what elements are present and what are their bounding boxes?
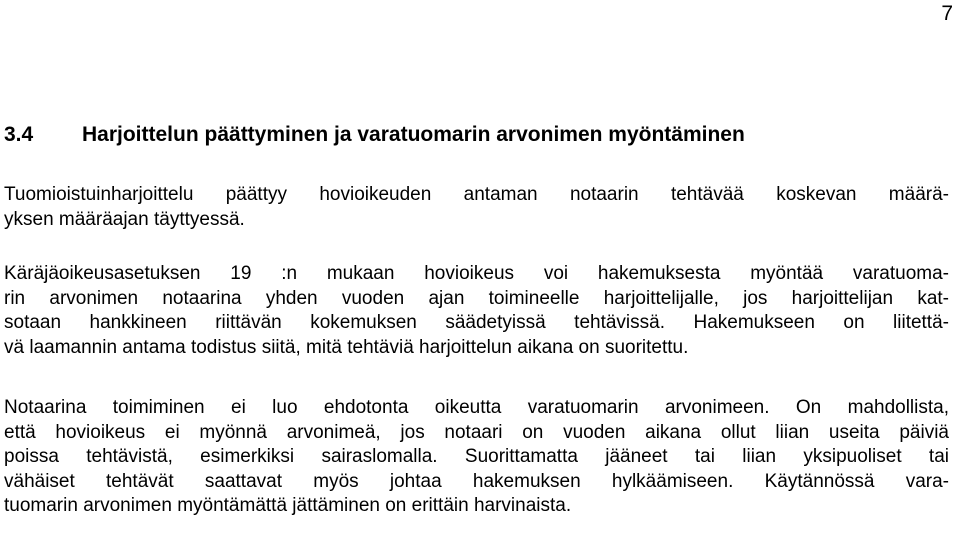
paragraph-line: poissa tehtävistä, esimerkiksi sairaslomalla. Suorittamatta jääneet tai liian yksipuoliset tai	[4, 446, 949, 468]
paragraph-2	[4, 262, 949, 360]
paragraph-line: tuomarin arvonimen myöntämättä jättäminen on erittäin harvinaista.	[4, 495, 572, 517]
paragraph-3	[4, 396, 949, 519]
paragraph-line: Tuomioistuinharjoittelu päättyy hovioikeuden antaman notaarin tehtävää koskevan määrä-	[4, 184, 949, 205]
paragraph-1	[4, 183, 949, 232]
paragraph-line: rin arvonimen notaarina yhden vuoden ajan toimineelle harjoittelijalle, jos harjoittelijan kat-	[4, 287, 949, 309]
paragraph-line: että hovioikeus ei myönnä arvonimeä, jos notaari on vuoden aikana ollut liian useita päiviä	[4, 421, 949, 443]
paragraph-line: Notaarina toimiminen ei luo ehdotonta oikeutta varatuomarin arvonimeen. On mahdollista,	[4, 397, 949, 418]
paragraph-line: yksen määräajan täyttyessä.	[4, 208, 245, 230]
section-number: 3.4	[4, 123, 34, 146]
paragraph-line: vähäiset tehtävät saattavat myös johtaa hakemuksen hylkäämiseen. Käytännössä vara-	[4, 470, 949, 492]
section-title: Harjoittelun päättyminen ja varatuomarin arvonimen myöntäminen	[82, 123, 745, 146]
paragraph-line: sotaan hankkineen riittävän kokemuksen säädetyissä tehtävissä. Hakemukseen on liitettä-	[4, 312, 949, 334]
page-number: 7	[941, 2, 953, 25]
paragraph-line: Käräjäoikeusasetuksen 19 :n mukaan hovioikeus voi hakemuksesta myöntää varatuoma-	[4, 263, 949, 284]
paragraph-line: vä laamannin antama todistus siitä, mitä tehtäviä harjoittelun aikana on suoritettu.	[4, 336, 689, 358]
section-heading	[4, 120, 745, 150]
